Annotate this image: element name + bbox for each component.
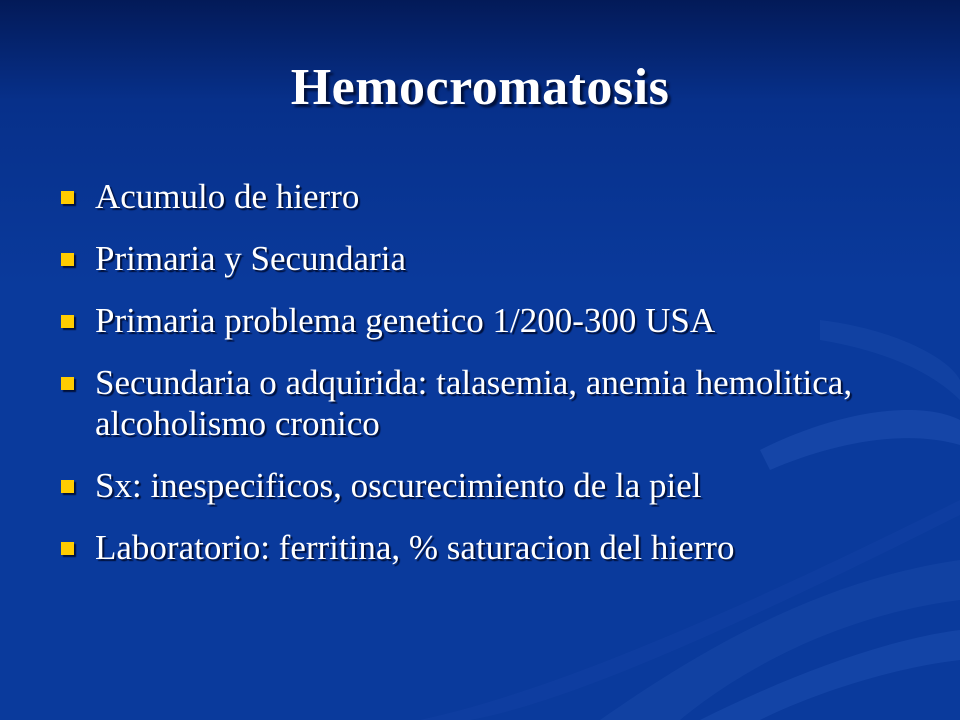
list-item bbox=[58, 465, 918, 506]
bullet-text: Secundaria o adquirida: talasemia, anemia hemolitica, alcoholismo cronico bbox=[95, 363, 853, 443]
slide-title: Hemocromatosis bbox=[290, 59, 670, 116]
bullet-text: Laboratorio: ferritina, % saturacion del hierro bbox=[95, 528, 735, 567]
bullet-text: Sx: inespecificos, oscurecimiento de la piel bbox=[95, 466, 702, 505]
list-item bbox=[58, 362, 918, 444]
list-item bbox=[58, 238, 918, 279]
bullet-text: Acumulo de hierro bbox=[95, 177, 360, 216]
square-bullet-icon bbox=[61, 253, 74, 266]
bullet-text: Primaria problema genetico 1/200-300 USA bbox=[95, 301, 716, 340]
list-item bbox=[58, 300, 918, 341]
square-bullet-icon bbox=[61, 480, 74, 493]
list-item bbox=[58, 527, 918, 568]
square-bullet-icon bbox=[61, 542, 74, 555]
square-bullet-icon bbox=[61, 377, 74, 390]
list-item bbox=[58, 176, 918, 217]
square-bullet-icon bbox=[61, 315, 74, 328]
bullet-list bbox=[58, 176, 918, 589]
square-bullet-icon bbox=[61, 191, 74, 204]
bullet-text: Primaria y Secundaria bbox=[95, 239, 407, 278]
